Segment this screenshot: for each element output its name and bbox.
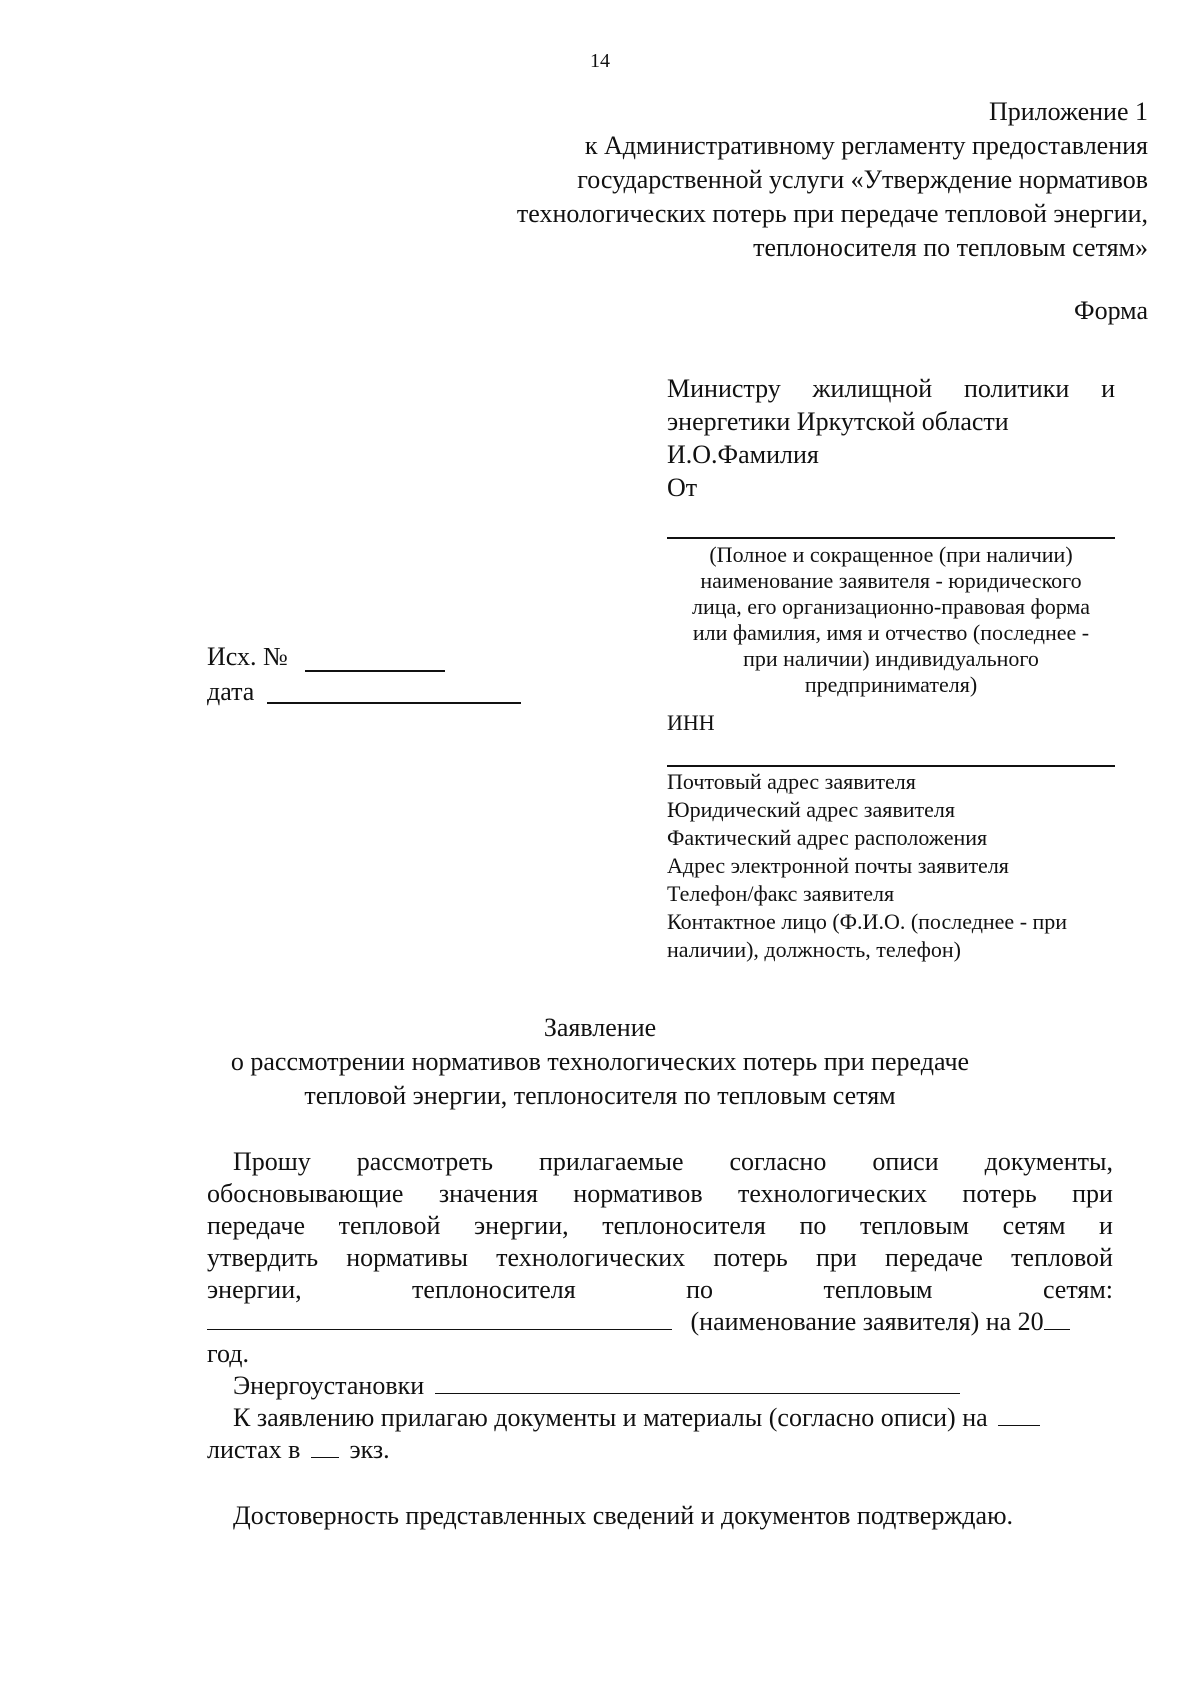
body-word: тепловым [859,1211,969,1240]
body-text: (наименование заявителя) на 20 [690,1307,1044,1336]
body-word: документы, [984,1147,1113,1176]
body-line [207,1210,1113,1242]
body-word: сетям: [1042,1275,1113,1304]
applicant-name-field[interactable] [667,537,1115,539]
statement-title: Заявление [543,1013,657,1042]
body-word: при [815,1243,857,1272]
attachments-line [207,1402,1113,1434]
addressee-word: и [1101,374,1115,403]
energy-installations-field[interactable] [435,1371,960,1394]
contact-line: наличии), должность, телефон) [667,937,961,962]
copies-count-field[interactable] [311,1435,339,1458]
body-word: теплоносителя [602,1211,766,1240]
appendix-line: Приложение 1 [988,97,1148,126]
contact-line: Адрес электронной почты заявителя [667,853,1009,878]
body-word: описи [872,1147,939,1176]
statement-body [207,1146,1113,1532]
reference-number [207,642,288,672]
contact-line: Контактное лицо (Ф.И.О. (последнее - при [667,909,1068,934]
body-word: теплоносителя [412,1275,576,1304]
sheets-prefix: листах в [207,1435,301,1464]
body-line [207,1242,1113,1274]
addressee-from: От [667,473,698,502]
appendix-line: государственной услуги «Утверждение нормативов [577,165,1148,194]
body-word: по [799,1211,827,1240]
body-line [207,1306,1113,1338]
addressee-word: жилищной [812,374,933,403]
body-word: тепловой [338,1211,441,1240]
contacts-block [667,768,1067,964]
body-word: обосновывающие [207,1179,404,1208]
sheets-count-field[interactable] [998,1403,1040,1426]
reference-number-label: Исх. № [207,642,288,671]
description-line: предпринимателя) [804,672,978,697]
appendix-header [517,95,1148,265]
description-line: или фамилия, имя и отчество (последнее - [692,620,1090,645]
applicant-name-blank[interactable] [207,1307,672,1330]
body-word: нормативы [346,1243,468,1272]
energy-installations-label: Энергоустановки [233,1371,425,1400]
copies-suffix: экз. [349,1435,390,1464]
body-word: тепловой [1011,1243,1113,1272]
description-line: (Полное и сокращенное (при наличии) [709,542,1073,567]
appendix-line: теплоносителя по тепловым сетям» [753,233,1148,262]
body-word: прилагаемые [538,1147,684,1176]
body-line [207,1146,1113,1178]
body-word: согласно [729,1147,827,1176]
energy-installations-line [207,1370,1113,1402]
body-word: рассмотреть [356,1147,493,1176]
body-word: технологических [738,1179,928,1208]
form-label: Форма [1074,296,1148,325]
body-word: тепловым [823,1275,933,1304]
body-word: по [686,1275,714,1304]
contact-line: Почтовый адрес заявителя [667,769,916,794]
description-line: лица, его организационно-правовая форма [692,594,1090,619]
inn-label: ИНН [667,710,715,735]
reference-date-label: дата [207,677,255,706]
body-line [207,1274,1113,1306]
body-word: и [1099,1211,1113,1240]
contact-line: Юридический адрес заявителя [667,797,955,822]
body-word: энергии, [474,1211,569,1240]
appendix-line: технологических потерь при передаче тепловой энергии, [516,199,1148,228]
statement-title-block [0,1011,1200,1113]
page-number: 14 [590,50,610,72]
reference-number-field[interactable] [305,670,445,672]
reference-date [207,677,254,707]
applicant-description [667,542,1115,698]
statement-subtitle: о рассмотрении нормативов технологических потерь при передаче [230,1047,970,1076]
body-year: год. [207,1339,249,1368]
body-word: сетям [1002,1211,1066,1240]
attachments-text: К заявлению прилагаю документы и материалы (согласно описи) на [233,1403,988,1432]
contact-line: Телефон/факс заявителя [667,881,895,906]
body-line [207,1178,1113,1210]
addressee-line: энергетики Иркутской области [667,407,1009,436]
body-word: нормативов [573,1179,703,1208]
addressee-name: И.О.Фамилия [667,440,819,469]
description-line: наименование заявителя - юридического [700,568,1082,593]
body-word: передаче [207,1211,305,1240]
addressee-word: политики [963,374,1070,403]
body-word: энергии, [207,1275,302,1304]
inn-field[interactable] [667,765,1115,767]
body-word: передаче [884,1243,983,1272]
copies-line [207,1434,1113,1466]
body-word: потерь [713,1243,788,1272]
body-word: при [1072,1179,1113,1208]
body-word: технологических [496,1243,686,1272]
reference-date-field[interactable] [267,702,521,704]
confirmation-line: Достоверность представленных сведений и документов подтверждаю. [233,1501,1013,1530]
contact-line: Фактический адрес расположения [667,825,988,850]
addressee-line [667,372,1115,405]
body-word: Прошу [233,1147,311,1176]
body-word: утвердить [207,1243,319,1272]
year-blank[interactable] [1044,1307,1070,1330]
description-line: при наличии) индивидуального [743,646,1039,671]
addressee-word: Министру [667,374,781,403]
body-word: значения [438,1179,538,1208]
addressee-block [667,372,1115,504]
statement-subtitle: тепловой энергии, теплоносителя по тепловым сетям [304,1081,896,1110]
body-word: потерь [962,1179,1037,1208]
appendix-line: к Административному регламенту предоставления [584,131,1148,160]
